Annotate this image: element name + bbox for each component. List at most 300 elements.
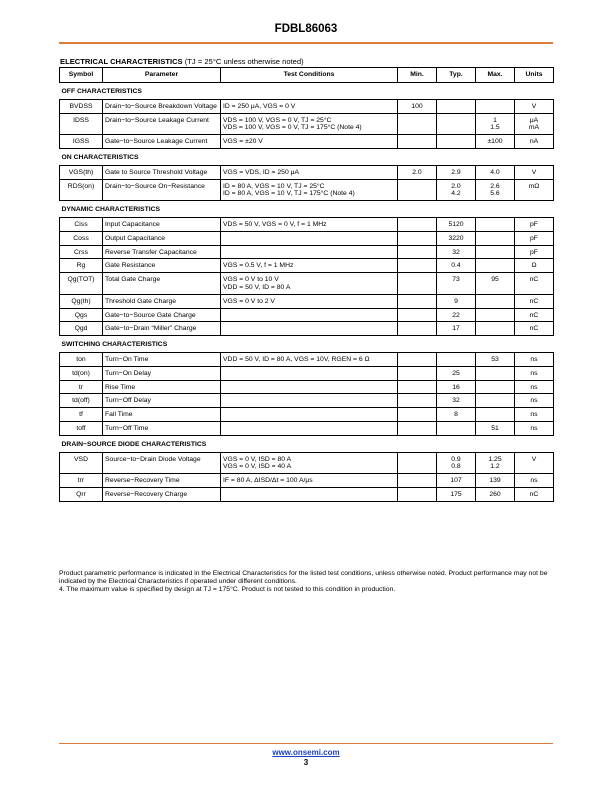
- header-rule: [59, 42, 553, 44]
- cell-line: pF: [530, 220, 538, 228]
- max-cell: [476, 408, 515, 422]
- cell-line: Reverse−Recovery Charge: [105, 490, 188, 498]
- typ-cell: [437, 231, 476, 245]
- cell-line: 51: [491, 424, 499, 432]
- typ-cell: [437, 322, 476, 336]
- cell-line: 107: [450, 477, 462, 485]
- symbol-cell: [60, 135, 103, 149]
- cell-line: 0.8: [451, 463, 461, 471]
- max-cell: [476, 165, 515, 179]
- min-cell: [398, 487, 437, 501]
- parameter-cell: [103, 165, 221, 179]
- typ-cell: [437, 99, 476, 113]
- table-row: [60, 474, 554, 488]
- cell-line: ID = 250 μA, VGS = 0 V: [223, 102, 296, 110]
- cell-line: 25: [452, 369, 460, 377]
- symbol-cell: [60, 394, 103, 408]
- cell-line: Qrr: [76, 490, 86, 498]
- typ-cell: [437, 179, 476, 201]
- table-row: [60, 217, 554, 231]
- conditions-cell: [221, 308, 398, 322]
- symbol-cell: [60, 366, 103, 380]
- conditions-cell: [221, 135, 398, 149]
- cell-line: td(off): [72, 397, 90, 405]
- table-header-row: [60, 68, 554, 83]
- group-title: ON CHARACTERISTICS: [61, 153, 139, 161]
- units-cell: [515, 380, 554, 394]
- section-condition: (TJ = 25°C unless otherwise noted): [184, 57, 304, 66]
- parameter-cell: [103, 322, 221, 336]
- parameter-cell: [103, 408, 221, 422]
- units-cell: [515, 217, 554, 231]
- min-cell: [398, 322, 437, 336]
- cell-line: ns: [530, 355, 538, 363]
- cell-line: VSD: [74, 455, 88, 463]
- cell-line: Reverse−Recovery Time: [105, 477, 180, 485]
- cell-line: VGS = 0 V, ISD = 80 A: [223, 455, 292, 463]
- min-cell: [398, 113, 437, 135]
- max-cell: [476, 452, 515, 474]
- cell-line: 0.4: [451, 262, 461, 270]
- typ-cell: [437, 113, 476, 135]
- col-header-parameter: Parameter: [103, 68, 221, 83]
- min-cell: [398, 99, 437, 113]
- units-cell: [515, 408, 554, 422]
- parameter-cell: [103, 179, 221, 201]
- cell-line: V: [531, 102, 537, 110]
- symbol-cell: [60, 113, 103, 135]
- cell-line: Turn−On Delay: [105, 369, 152, 377]
- units-cell: [515, 99, 554, 113]
- cell-line: 95: [491, 276, 499, 284]
- cell-line: Rg: [76, 262, 86, 270]
- cell-line: Drain−to−Source On−Resistance: [105, 182, 205, 190]
- typ-cell: [437, 394, 476, 408]
- max-cell: [476, 487, 515, 501]
- cell-line: 0.9: [451, 455, 461, 463]
- table-row: [60, 231, 554, 245]
- symbol-cell: [60, 179, 103, 201]
- typ-cell: [437, 217, 476, 231]
- max-cell: [476, 394, 515, 408]
- cell-line: Qg(TOT): [67, 276, 95, 284]
- units-cell: [515, 135, 554, 149]
- conditions-cell: [221, 452, 398, 474]
- parameter-cell: [103, 394, 221, 408]
- typ-cell: [437, 487, 476, 501]
- cell-line: VDS = 100 V, VGS = 0 V, TJ = 25°C: [223, 116, 332, 124]
- min-cell: [398, 394, 437, 408]
- cell-line: VGS = ±20 V: [223, 138, 263, 146]
- units-cell: [515, 245, 554, 259]
- max-cell: [476, 308, 515, 322]
- table-row: [60, 99, 554, 113]
- units-cell: [515, 452, 554, 474]
- min-cell: [398, 165, 437, 179]
- table-row: [60, 394, 554, 408]
- cell-line: 2.0: [451, 182, 461, 190]
- typ-cell: [437, 352, 476, 366]
- cell-line: 17: [452, 325, 460, 333]
- cell-line: Gate to Source Threshold Voltage: [105, 168, 208, 176]
- cell-line: Total Gate Charge: [105, 276, 161, 284]
- col-header-units: Units: [515, 68, 554, 83]
- cell-line: VGS = 0.5 V, f = 1 MHz: [223, 262, 294, 270]
- cell-line: IGSS: [72, 138, 90, 146]
- table-row: [60, 259, 554, 273]
- cell-line: VGS = 0 V, ISD = 40 A: [223, 463, 292, 471]
- cell-line: toff: [76, 424, 86, 432]
- min-cell: [398, 245, 437, 259]
- min-cell: [398, 474, 437, 488]
- disclaimer-note: Product parametric performance is indicated in the Electrical Characteristics for the listed test conditions, unless otherwise noted. Product performance may not be indicated by the Electrical Characteristics if operated under different conditions.: [59, 570, 548, 586]
- min-cell: [398, 259, 437, 273]
- max-cell: [476, 179, 515, 201]
- cell-line: 4.2: [451, 190, 461, 198]
- cell-line: Source−to−Drain Diode Voltage: [105, 455, 201, 463]
- typ-cell: [437, 474, 476, 488]
- cell-line: Ω: [531, 262, 537, 270]
- max-cell: [476, 294, 515, 308]
- max-cell: [476, 135, 515, 149]
- cell-line: pF: [530, 248, 538, 256]
- cell-line: 2.6: [490, 182, 500, 190]
- cell-line: Output Capacitance: [105, 234, 166, 242]
- website-link[interactable]: www.onsemi.com: [272, 748, 340, 757]
- cell-line: V: [531, 455, 537, 463]
- cell-line: 32: [452, 248, 460, 256]
- cell-line: tf: [79, 411, 83, 419]
- cell-line: ns: [530, 477, 538, 485]
- cell-line: 53: [491, 355, 499, 363]
- cell-line: 175: [450, 490, 462, 498]
- conditions-cell: [221, 273, 398, 295]
- parameter-cell: [103, 259, 221, 273]
- cell-line: 8: [454, 411, 458, 419]
- cell-line: VDD = 50 V, ID = 80 A, VGS = 10V, RGEN = 6 Ω: [223, 355, 370, 363]
- cell-line: Qgs: [74, 311, 88, 319]
- parameter-cell: [103, 352, 221, 366]
- cell-line: nC: [529, 311, 539, 319]
- cell-line: Drain−to−Source Leakage Current: [105, 116, 209, 124]
- units-cell: [515, 113, 554, 135]
- symbol-cell: [60, 322, 103, 336]
- notes: [59, 570, 555, 595]
- table-row: [60, 452, 554, 474]
- table-row: [60, 294, 554, 308]
- symbol-cell: [60, 165, 103, 179]
- section-group-row: [60, 148, 554, 165]
- parameter-cell: [103, 487, 221, 501]
- table-row: [60, 366, 554, 380]
- max-cell: [476, 474, 515, 488]
- cell-line: nC: [529, 325, 539, 333]
- cell-line: ±100: [487, 138, 503, 146]
- typ-cell: [437, 259, 476, 273]
- cell-line: Reverse Transfer Capacitance: [105, 248, 197, 256]
- cell-line: Qgd: [74, 325, 88, 333]
- cell-line: 260: [489, 490, 501, 498]
- max-cell: [476, 231, 515, 245]
- cell-line: VGS = VDS, ID = 250 μA: [223, 168, 300, 176]
- units-cell: [515, 179, 554, 201]
- cell-line: nA: [529, 138, 539, 146]
- document-title: FDBL86063: [274, 23, 338, 35]
- cell-line: 100: [411, 102, 423, 110]
- typ-cell: [437, 380, 476, 394]
- electrical-characteristics-table: [59, 67, 554, 502]
- min-cell: [398, 294, 437, 308]
- table-row: [60, 487, 554, 501]
- cell-line: nC: [529, 490, 539, 498]
- units-cell: [515, 474, 554, 488]
- units-cell: [515, 294, 554, 308]
- symbol-cell: [60, 308, 103, 322]
- conditions-cell: [221, 113, 398, 135]
- cell-line: VGS = 0 V to 2 V: [223, 297, 275, 305]
- parameter-cell: [103, 99, 221, 113]
- col-header-symbol: Symbol: [60, 68, 103, 83]
- table-row: [60, 322, 554, 336]
- table-row: [60, 165, 554, 179]
- typ-cell: [437, 452, 476, 474]
- max-cell: [476, 99, 515, 113]
- symbol-cell: [60, 474, 103, 488]
- conditions-cell: [221, 408, 398, 422]
- cell-line: BVDSS: [69, 102, 93, 110]
- page-number: 3: [303, 758, 309, 767]
- max-cell: [476, 352, 515, 366]
- cell-line: Gate−to−Source Gate Charge: [105, 311, 196, 319]
- cell-line: 1.25: [488, 455, 502, 463]
- symbol-cell: [60, 231, 103, 245]
- col-header-typ: Typ.: [437, 68, 476, 83]
- cell-line: ton: [76, 355, 86, 363]
- cell-line: Coss: [73, 234, 89, 242]
- col-header-test-conditions: Test Conditions: [221, 68, 398, 83]
- section-group-row: [60, 201, 554, 218]
- cell-line: trr: [77, 477, 85, 485]
- max-cell: [476, 421, 515, 435]
- parameter-cell: [103, 366, 221, 380]
- cell-line: mΩ: [528, 182, 540, 190]
- conditions-cell: [221, 487, 398, 501]
- cell-line: VDS = 50 V, VGS = 0 V, f = 1 MHz: [223, 220, 327, 228]
- section-title-text: ELECTRICAL CHARACTERISTICS: [60, 57, 183, 66]
- cell-line: pF: [530, 234, 538, 242]
- min-cell: [398, 352, 437, 366]
- section-group-row: [60, 435, 554, 452]
- parameter-cell: [103, 474, 221, 488]
- col-header-max: Max.: [476, 68, 515, 83]
- symbol-cell: [60, 245, 103, 259]
- parameter-cell: [103, 273, 221, 295]
- min-cell: [398, 273, 437, 295]
- cell-line: 16: [452, 383, 460, 391]
- table-body: [60, 83, 554, 502]
- cell-line: Turn−On Time: [105, 355, 149, 363]
- min-cell: [398, 135, 437, 149]
- parameter-cell: [103, 294, 221, 308]
- note-4: 4. The maximum value is specified by design at TJ = 175°C. Product is not tested to this condition in production.: [59, 586, 396, 594]
- group-title: DYNAMIC CHARACTERISTICS: [61, 206, 161, 214]
- conditions-cell: [221, 179, 398, 201]
- conditions-cell: [221, 366, 398, 380]
- cell-line: td(on): [72, 369, 90, 377]
- units-cell: [515, 322, 554, 336]
- units-cell: [515, 273, 554, 295]
- conditions-cell: [221, 231, 398, 245]
- min-cell: [398, 179, 437, 201]
- cell-line: Input Capacitance: [105, 220, 160, 228]
- max-cell: [476, 245, 515, 259]
- conditions-cell: [221, 259, 398, 273]
- symbol-cell: [60, 380, 103, 394]
- table-row: [60, 421, 554, 435]
- typ-cell: [437, 421, 476, 435]
- table-row: [60, 308, 554, 322]
- parameter-cell: [103, 217, 221, 231]
- conditions-cell: [221, 99, 398, 113]
- conditions-cell: [221, 474, 398, 488]
- symbol-cell: [60, 217, 103, 231]
- units-cell: [515, 231, 554, 245]
- cell-line: 139: [489, 477, 501, 485]
- conditions-cell: [221, 245, 398, 259]
- cell-line: Turn−Off Delay: [105, 397, 151, 405]
- group-title: OFF CHARACTERISTICS: [61, 88, 142, 95]
- symbol-cell: [60, 352, 103, 366]
- cell-line: Drain−to−Source Breakdown Voltage: [105, 102, 217, 110]
- conditions-cell: [221, 421, 398, 435]
- table-row: [60, 135, 554, 149]
- typ-cell: [437, 165, 476, 179]
- typ-cell: [437, 408, 476, 422]
- typ-cell: [437, 245, 476, 259]
- conditions-cell: [221, 352, 398, 366]
- conditions-cell: [221, 165, 398, 179]
- table-row: [60, 380, 554, 394]
- symbol-cell: [60, 452, 103, 474]
- parameter-cell: [103, 245, 221, 259]
- section-group-row: [60, 83, 554, 100]
- cell-line: IF = 80 A, ΔISD/Δt = 100 A/μs: [223, 477, 313, 485]
- max-cell: [476, 322, 515, 336]
- footer-rule: [59, 743, 553, 744]
- cell-line: Gate−to−Drain “Miller” Charge: [105, 325, 197, 333]
- group-title: SWITCHING CHARACTERISTICS: [61, 341, 168, 349]
- symbol-cell: [60, 421, 103, 435]
- cell-line: 2.0: [412, 168, 422, 176]
- min-cell: [398, 421, 437, 435]
- symbol-cell: [60, 408, 103, 422]
- cell-line: Rise Time: [105, 383, 136, 391]
- typ-cell: [437, 273, 476, 295]
- cell-line: 4.0: [490, 168, 500, 176]
- parameter-cell: [103, 231, 221, 245]
- parameter-cell: [103, 113, 221, 135]
- cell-line: Gate−to−Source Leakage Current: [105, 138, 208, 146]
- units-cell: [515, 366, 554, 380]
- cell-line: ns: [530, 383, 538, 391]
- conditions-cell: [221, 394, 398, 408]
- cell-line: Gate Resistance: [105, 262, 156, 270]
- min-cell: [398, 380, 437, 394]
- section-title: [60, 57, 304, 66]
- table-row: [60, 273, 554, 295]
- cell-line: VGS = 0 V to 10 V: [223, 276, 279, 284]
- table-row: [60, 352, 554, 366]
- cell-line: Fall Time: [105, 411, 133, 419]
- cell-line: 9: [454, 297, 458, 305]
- max-cell: [476, 366, 515, 380]
- conditions-cell: [221, 217, 398, 231]
- table-row: [60, 408, 554, 422]
- parameter-cell: [103, 135, 221, 149]
- typ-cell: [437, 135, 476, 149]
- cell-line: VDS = 100 V, VGS = 0 V, TJ = 175°C (Note 4): [223, 124, 362, 132]
- min-cell: [398, 231, 437, 245]
- min-cell: [398, 308, 437, 322]
- typ-cell: [437, 366, 476, 380]
- min-cell: [398, 408, 437, 422]
- conditions-cell: [221, 380, 398, 394]
- cell-line: 1.5: [490, 124, 500, 132]
- table-row: [60, 113, 554, 135]
- cell-line: ns: [530, 369, 538, 377]
- typ-cell: [437, 308, 476, 322]
- cell-line: Crss: [74, 248, 88, 256]
- section-group-row: [60, 336, 554, 353]
- cell-line: tr: [78, 383, 84, 391]
- cell-line: ns: [530, 424, 538, 432]
- cell-line: ns: [530, 397, 538, 405]
- cell-line: 5120: [448, 220, 464, 228]
- symbol-cell: [60, 99, 103, 113]
- cell-line: 1: [493, 116, 497, 124]
- cell-line: ns: [530, 411, 538, 419]
- table-row: [60, 245, 554, 259]
- cell-line: 32: [452, 397, 460, 405]
- cell-line: 73: [452, 276, 460, 284]
- max-cell: [476, 113, 515, 135]
- units-cell: [515, 165, 554, 179]
- cell-line: V: [531, 168, 537, 176]
- max-cell: [476, 259, 515, 273]
- units-cell: [515, 487, 554, 501]
- table-row: [60, 179, 554, 201]
- max-cell: [476, 217, 515, 231]
- cell-line: 2.9: [451, 168, 461, 176]
- cell-line: 3220: [448, 234, 464, 242]
- conditions-cell: [221, 322, 398, 336]
- cell-line: mA: [528, 124, 540, 132]
- symbol-cell: [60, 487, 103, 501]
- units-cell: [515, 308, 554, 322]
- symbol-cell: [60, 259, 103, 273]
- cell-line: Turn−Off Time: [105, 424, 149, 432]
- cell-line: RDS(on): [67, 182, 95, 190]
- units-cell: [515, 259, 554, 273]
- cell-line: VGS(th): [68, 168, 94, 176]
- cell-line: 22: [452, 311, 460, 319]
- parameter-cell: [103, 452, 221, 474]
- cell-line: Ciss: [74, 220, 88, 228]
- min-cell: [398, 366, 437, 380]
- units-cell: [515, 352, 554, 366]
- parameter-cell: [103, 380, 221, 394]
- units-cell: [515, 421, 554, 435]
